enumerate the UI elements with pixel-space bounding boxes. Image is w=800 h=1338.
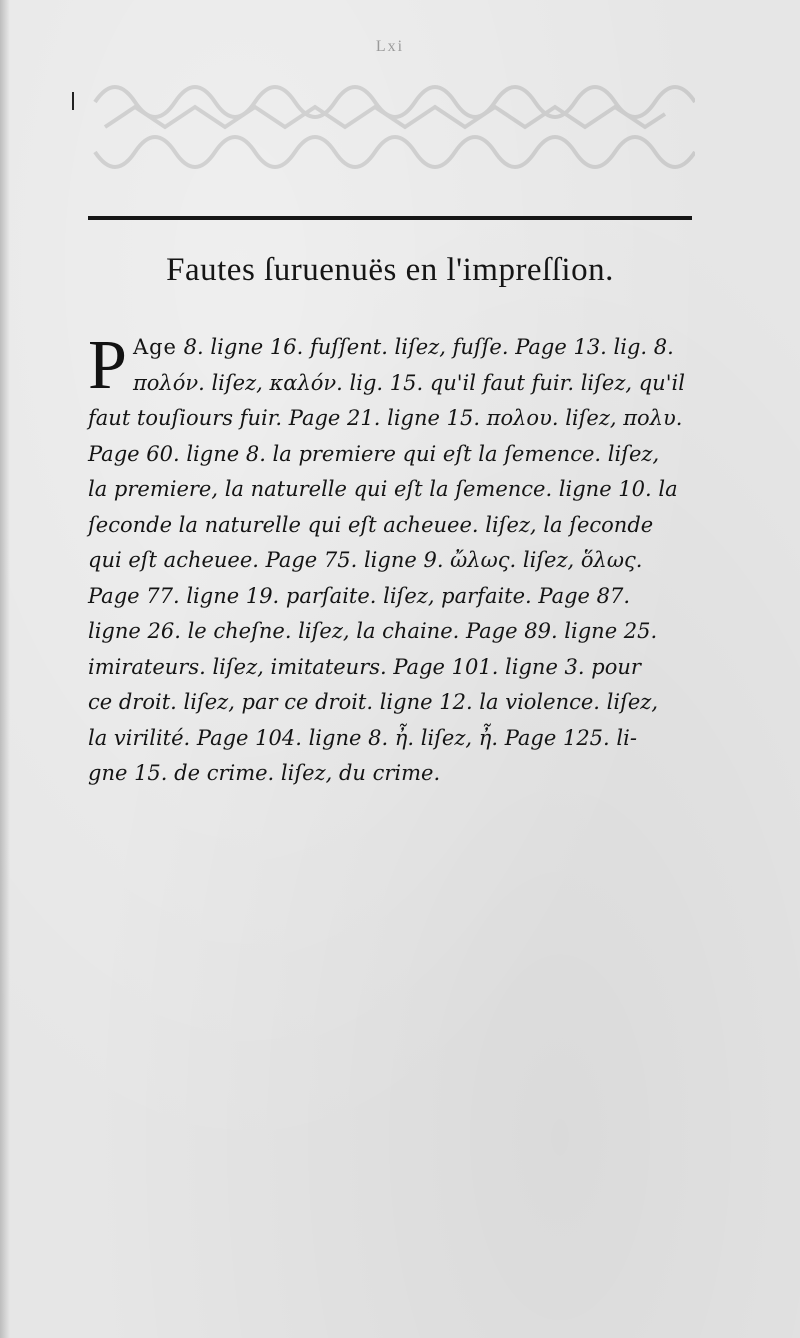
errata-line: la virilité. Page 104. ligne 8. ἦ. liſez, ἦ. Page 125. li- [88, 725, 637, 750]
show-through-caption: Lxi [375, 38, 405, 55]
errata-line: ligne 26. le cheſne. liſez, la chaine. Page 89. ligne 25. [88, 619, 658, 643]
errata-line: Page 60. ligne 8. la premiere qui eſt la ſemence. liſez, [88, 441, 660, 466]
errata-line: πολόν. liſez, καλόν. lig. 15. qu'il faut fuir. liſez, qu'il [132, 370, 685, 395]
errata-line: la premiere, la naturelle qui eſt la ſemence. ligne 10. la [88, 477, 678, 501]
errata-line: Page 77. ligne 19. parſaite. liſez, parfaite. Page 87. [88, 583, 631, 608]
errata-line: imirateurs. liſez, imitateurs. Page 101. ligne 3. pour [88, 654, 641, 679]
errata-line: ce droit. liſez, par ce droit. ligne 12. la violence. liſez, [88, 690, 659, 714]
errata-line: qui eſt acheuee. Page 75. ligne 9. ὤλως. liſez, ὅλως. [88, 548, 643, 572]
errata-list [88, 327, 722, 792]
margin-mark [72, 92, 74, 110]
page-edge-shadow [0, 0, 10, 1338]
errata-line: gne 15. de crime. liſez, du crime. [88, 761, 441, 785]
errata-line: faut touſiours fuir. Page 21. ligne 15. πολου. liſez, πολυ. [88, 406, 683, 430]
show-through-ornament [85, 62, 695, 182]
errata-line: ſeconde la naturelle qui eſt acheuee. liſez, la ſeconde [88, 512, 654, 537]
drop-cap: P [88, 327, 127, 404]
page-title: Fautes ſuruenuës en l'impreſſion. [166, 252, 614, 288]
header-rule [88, 216, 692, 220]
errata-line-text: 8. ligne 16. fuſſent. liſez, fuſſe. Page 13. lig. 8. [183, 335, 674, 359]
first-word-rest: Age [132, 335, 177, 359]
